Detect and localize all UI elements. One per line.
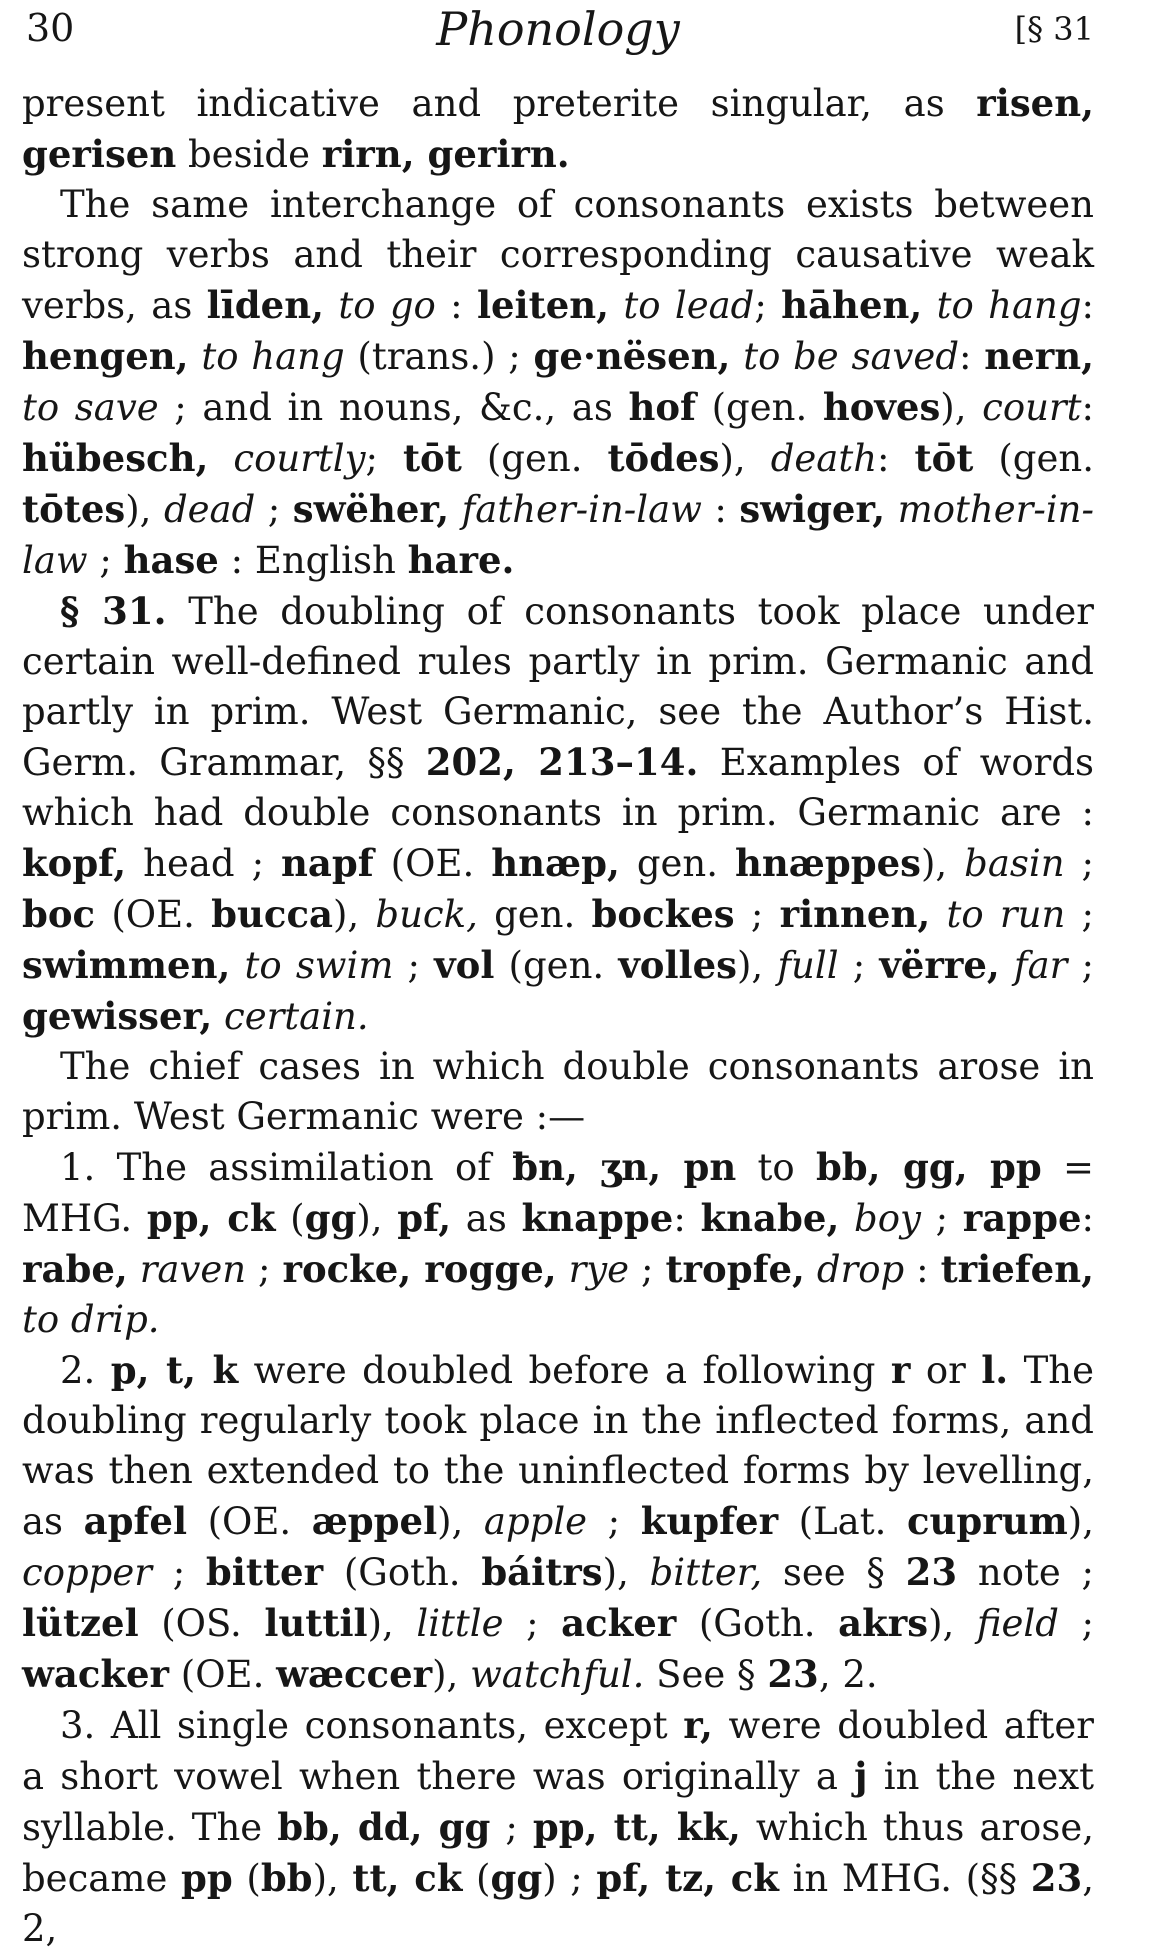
text-run: :	[673, 1197, 701, 1240]
bold-term: gewisser,	[22, 994, 213, 1038]
bold-term: rocke, rogge,	[282, 1247, 557, 1291]
text-run: (OE.	[187, 1500, 312, 1543]
bold-term: bb, gg, pp	[815, 1145, 1042, 1189]
text-run: ),	[312, 1857, 353, 1900]
bold-term: kopf,	[22, 841, 127, 885]
bold-term: napf	[281, 841, 374, 885]
bold-term: ge·nësen,	[533, 334, 731, 378]
text-run: ;	[1058, 1602, 1094, 1645]
text-run: (OS.	[138, 1602, 265, 1645]
text-run: (	[232, 1857, 261, 1900]
italic-gloss: courtly	[233, 437, 366, 480]
italic-gloss: copper	[22, 1551, 152, 1594]
text-run: The chief cases in which double consonants arose in prim. West Germanic were :—	[22, 1045, 1094, 1138]
bold-term: hare.	[407, 538, 515, 582]
text-run: were doubled after a short vowel when there was originally a	[22, 1704, 1094, 1798]
bold-term: akrs	[838, 1601, 929, 1645]
bold-term: hof	[628, 385, 696, 429]
text-run: ;	[1065, 893, 1094, 936]
text-run: :	[1081, 1197, 1094, 1240]
text-run: :	[1081, 386, 1094, 429]
bold-term: bockes	[591, 892, 735, 936]
text-run: ; and in nouns, &c., as	[158, 386, 629, 429]
italic-gloss: certain.	[223, 995, 369, 1038]
text-run	[609, 284, 623, 327]
bold-term: leiten,	[476, 283, 610, 327]
bold-term: kupfer	[640, 1499, 779, 1543]
bold-term: triefen,	[940, 1247, 1094, 1291]
italic-gloss: dead	[163, 488, 256, 531]
text-run: :	[1081, 284, 1095, 327]
bold-term: 202, 213–14.	[425, 740, 699, 784]
text-run: (	[275, 1197, 305, 1240]
bold-term: pf, tz, ck	[596, 1856, 779, 1900]
bold-term: tōt	[914, 436, 974, 480]
bold-term: bb	[260, 1856, 313, 1900]
text-run: (Goth.	[323, 1551, 482, 1594]
bold-term: p, t, k	[110, 1348, 239, 1392]
text-run: ),	[432, 1653, 471, 1696]
running-title: Phonology	[436, 2, 680, 56]
text-run: ;	[255, 488, 293, 531]
bold-term: pp, ck	[146, 1196, 276, 1240]
bold-term: gg	[490, 1856, 543, 1900]
text-run: ;	[393, 944, 435, 987]
text-run	[212, 995, 224, 1038]
text-run: ;	[587, 1500, 641, 1543]
italic-gloss: apple	[483, 1500, 588, 1543]
text-run: ;	[629, 1248, 666, 1291]
bold-term: wæccer	[276, 1652, 433, 1696]
text-run: ;	[365, 437, 403, 480]
bold-term: swëher,	[292, 487, 450, 531]
running-header	[22, 0, 1094, 70]
text-run: ),	[125, 488, 164, 531]
paragraph-interchange	[22, 180, 1094, 586]
italic-gloss: father-in-law	[461, 488, 702, 531]
paragraph-section-31	[22, 586, 1094, 1042]
text-run: :	[904, 1248, 941, 1291]
text-run: ;	[838, 944, 880, 987]
bold-term: tt, ck	[352, 1856, 463, 1900]
bold-term: hoves	[822, 385, 941, 429]
text-run: present indicative and preterite singular, as	[22, 82, 977, 125]
bold-term: volles	[618, 943, 737, 987]
text-run: ;	[490, 1806, 533, 1849]
bold-term: swimmen,	[22, 943, 231, 987]
bold-term: rabe,	[22, 1247, 128, 1291]
text-run	[449, 488, 462, 531]
text-run: = MHG.	[22, 1146, 1094, 1240]
text-run: :	[701, 488, 740, 531]
text-run: , 2,	[22, 1857, 1094, 1950]
bold-term: līden,	[206, 283, 324, 327]
text-run: (Lat.	[778, 1500, 907, 1543]
text-run	[557, 1248, 569, 1291]
text-run: The doubling regularly took place in the inflected forms, and was then extended to the uninflected forms by levelling, as	[22, 1349, 1094, 1543]
text-run: or	[910, 1349, 982, 1392]
text-run: ;	[87, 539, 124, 582]
italic-gloss: to run	[946, 893, 1066, 936]
text-run	[922, 284, 936, 327]
paragraph-rule-3	[22, 1700, 1094, 1954]
italic-gloss: death	[770, 437, 878, 480]
bold-term: hnæp,	[491, 841, 620, 885]
text-run: ;	[151, 1551, 206, 1594]
italic-gloss: little	[416, 1602, 504, 1645]
text-run	[324, 284, 338, 327]
bold-term: bucca	[211, 892, 333, 936]
bold-term: knabe,	[700, 1196, 840, 1240]
text-run: , 2.	[818, 1653, 878, 1696]
bold-term: hnæppes	[734, 841, 921, 885]
text-run	[128, 1248, 140, 1291]
italic-gloss: full	[777, 944, 839, 987]
bold-term: knappe	[521, 1196, 674, 1240]
text-run: 1. The assimilation of	[60, 1146, 513, 1189]
text-run: in MHG. (§§	[778, 1857, 1031, 1900]
italic-gloss: to save	[22, 386, 159, 429]
text-run: ;	[1064, 842, 1094, 885]
bold-term: bitter	[205, 1550, 324, 1594]
italic-gloss: to hang	[201, 335, 345, 378]
text-run: ;	[1067, 944, 1094, 987]
italic-gloss: watchful.	[470, 1653, 645, 1696]
italic-gloss: bitter,	[649, 1551, 763, 1594]
text-run	[230, 944, 244, 987]
bold-term: hāhen,	[781, 283, 923, 327]
bold-term: § 31.	[60, 589, 167, 633]
bold-term: j	[854, 1754, 868, 1798]
text-run: (Goth.	[676, 1602, 839, 1645]
bold-term: hase	[123, 538, 219, 582]
paragraph-rule-2	[22, 1345, 1094, 1700]
bold-term: hengen,	[22, 334, 189, 378]
text-run: were doubled before a following	[238, 1349, 891, 1392]
text-run: in the next syllable. The	[22, 1755, 1094, 1849]
italic-gloss: to go	[338, 284, 436, 327]
text-run: see §	[762, 1551, 906, 1594]
text-run: ),	[437, 1500, 484, 1543]
text-run: The same interchange of consonants exists between strong verbs and their corresponding causative weak verbs, as	[22, 183, 1094, 327]
bold-term: apfel	[83, 1499, 187, 1543]
bold-term: báitrs	[481, 1550, 603, 1594]
text-run: (gen.	[973, 437, 1094, 480]
text-run: ),	[736, 944, 778, 987]
text-run: The doubling of consonants took place under certain well-defined rules partly in prim. Germanic and partly in prim. West Germanic, see the Author’s Hist. Germ. Grammar, §§	[22, 590, 1094, 784]
italic-gloss: to hang	[936, 284, 1082, 327]
text-run: :	[435, 284, 477, 327]
text-run: :	[959, 335, 985, 378]
text-run: ),	[602, 1551, 650, 1594]
bold-term: bb, dd, gg	[277, 1805, 491, 1849]
bold-term: boc	[22, 892, 96, 936]
text-run: ;	[920, 1197, 963, 1240]
bold-term: rinnen,	[779, 892, 931, 936]
bold-term: æppel	[311, 1499, 438, 1543]
paragraph-chief-cases	[22, 1042, 1094, 1142]
text-run: (	[462, 1857, 491, 1900]
text-run: ),	[1067, 1500, 1094, 1543]
text-run: ),	[920, 842, 965, 885]
text-run: gen.	[477, 893, 592, 936]
bold-term: pp	[180, 1856, 233, 1900]
bold-term: tropfe,	[665, 1247, 805, 1291]
text-run: (gen.	[494, 944, 619, 987]
italic-gloss: buck,	[375, 893, 478, 936]
italic-gloss: boy	[854, 1197, 921, 1240]
text-run: (gen.	[695, 386, 823, 429]
bold-term: swiger,	[739, 487, 886, 531]
bold-term: vol	[434, 943, 495, 987]
bold-term: lützel	[22, 1601, 139, 1645]
text-run: as	[451, 1197, 522, 1240]
bold-term: pf,	[397, 1196, 452, 1240]
italic-gloss: rye	[568, 1248, 630, 1291]
bold-term: cuprum	[906, 1499, 1068, 1543]
bold-term: nern,	[984, 334, 1094, 378]
paragraph-rule-1	[22, 1142, 1094, 1345]
text-run: ),	[928, 1602, 977, 1645]
text-run	[1000, 944, 1014, 987]
bold-term: tōdes	[607, 436, 720, 480]
bold-term: 23	[1030, 1856, 1083, 1900]
italic-gloss: court	[982, 386, 1082, 429]
text-run: gen.	[619, 842, 735, 885]
italic-gloss: to drip.	[22, 1298, 160, 1341]
italic-gloss: mother-in-law	[22, 488, 1094, 582]
text-run: ) ;	[542, 1857, 597, 1900]
bold-term: tōt	[402, 436, 462, 480]
bold-term: vërre,	[879, 943, 1000, 987]
italic-gloss: far	[1013, 944, 1068, 987]
bold-term: luttil	[264, 1601, 368, 1645]
text-run: (OE.	[373, 842, 492, 885]
bold-term: risen, gerisen	[22, 81, 1094, 176]
bold-term: l.	[981, 1348, 1009, 1392]
text-run: beside	[176, 133, 322, 176]
text-run: ;	[734, 893, 780, 936]
bold-term: rappe	[962, 1196, 1082, 1240]
text-run: ;	[503, 1602, 562, 1645]
italic-gloss: to swim	[244, 944, 394, 987]
text-run: (OE.	[95, 893, 212, 936]
section-reference: [§ 31	[1014, 10, 1094, 48]
bold-term: r	[890, 1348, 911, 1392]
bold-term: ƀn, ʒn, pn	[512, 1145, 737, 1189]
text-run: ;	[754, 284, 782, 327]
bold-term: wacker	[22, 1652, 170, 1696]
italic-gloss: raven	[139, 1248, 247, 1291]
text-run: Examples of words which had double consonants in prim. Germanic are :	[22, 741, 1094, 834]
italic-gloss: field	[976, 1602, 1059, 1645]
text-run: ),	[367, 1602, 417, 1645]
text-run: 3. All single consonants, except	[60, 1704, 684, 1747]
text-run	[805, 1248, 817, 1291]
italic-gloss: to lead	[623, 284, 755, 327]
text-run: ),	[356, 1197, 398, 1240]
text-run: note ;	[957, 1551, 1095, 1594]
text-run: (trans.) ;	[344, 335, 534, 378]
bold-term: 23	[767, 1652, 819, 1696]
text-run	[839, 1197, 854, 1240]
bold-term: rirn, gerirn.	[321, 132, 570, 176]
text-run: See §	[644, 1653, 768, 1696]
page-body	[22, 78, 1094, 1954]
text-run	[930, 893, 946, 936]
text-run: : English	[218, 539, 408, 582]
text-run: (gen.	[461, 437, 608, 480]
bold-term: tōtes	[22, 487, 126, 531]
text-run	[730, 335, 743, 378]
text-run	[208, 437, 233, 480]
text-run: ),	[719, 437, 771, 480]
text-run: to	[736, 1146, 816, 1189]
bold-term: pp, tt, kk,	[532, 1805, 741, 1849]
text-run: which thus arose, became	[22, 1806, 1094, 1900]
bold-term: 23	[905, 1550, 958, 1594]
text-run	[189, 335, 202, 378]
italic-gloss: drop	[816, 1248, 905, 1291]
bold-term: hübesch,	[22, 436, 209, 480]
text-run: ),	[940, 386, 983, 429]
bold-term: r,	[683, 1703, 713, 1747]
paragraph-continuation	[22, 78, 1094, 180]
text-run: ),	[332, 893, 376, 936]
text-run: 2.	[60, 1349, 111, 1392]
page-number: 30	[26, 6, 75, 50]
text-run: :	[877, 437, 915, 480]
italic-gloss: basin	[964, 842, 1065, 885]
text-run: ;	[246, 1248, 283, 1291]
bold-term: acker	[561, 1601, 677, 1645]
italic-gloss: to be saved	[743, 335, 960, 378]
text-run: (OE.	[169, 1653, 277, 1696]
text-run: head ;	[126, 842, 282, 885]
bold-term: gg	[304, 1196, 357, 1240]
text-run	[885, 488, 898, 531]
